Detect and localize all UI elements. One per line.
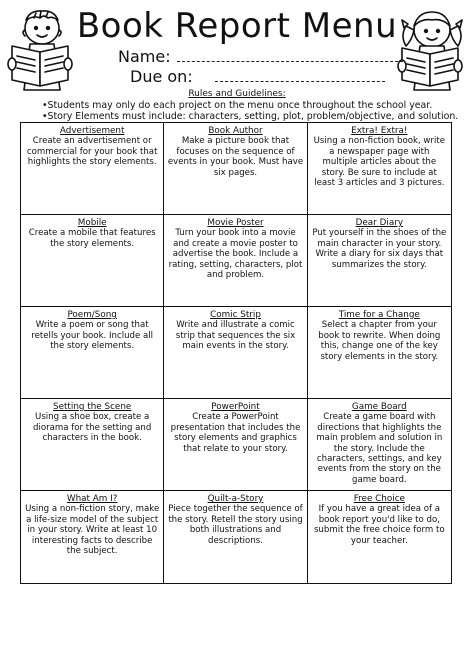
menu-cell-poem-song [21, 307, 164, 399]
menu-cell-description: Write and illustrate a comic strip that sequences the six main events in the story. [175, 320, 296, 352]
menu-cell-title: Book Author [208, 126, 263, 136]
menu-cell-comic-strip [164, 307, 307, 399]
due-blank-line [215, 69, 385, 82]
menu-cell-description: Using a non-fiction story, make a life-size model of the subject in your story. Write at least 10 interesting facts to describe the subject. [25, 504, 160, 557]
rules-heading: Rules and Guidelines: [188, 89, 286, 99]
menu-cell-what-am-i [21, 491, 164, 583]
menu-cell-title: Comic Strip [210, 310, 261, 320]
menu-cell-free-choice [308, 491, 451, 583]
menu-cell-description: Create an advertisement or commercial for your book that highlights the story elements. [26, 136, 158, 168]
due-date-field [130, 68, 385, 86]
menu-cell-description: Select a chapter from your book to rewrite. When doing this, change one of the key story elements in the story. [318, 320, 441, 362]
menu-cell-dear-diary [308, 215, 451, 307]
menu-cell-title: Movie Poster [207, 218, 264, 228]
menu-cell-description: Create a game board with directions that highlights the main problem and solution in the story. Include the characters, settings, and key events from the story on the game board. [316, 412, 443, 485]
menu-cell-title: What Am I? [66, 494, 118, 504]
menu-cell-title: Free Choice [353, 494, 405, 504]
menu-cell-description: If you have a great idea of a book report you'd like to do, submit the free choice form to your teacher. [313, 504, 445, 546]
menu-cell-title: Game Board [351, 402, 407, 412]
menu-cell-description: Turn your book into a movie and create a movie poster to advertise the book. Include a rating, setting, characters, plot and problem. [168, 228, 303, 281]
menu-cell-title: Mobile [77, 218, 107, 228]
menu-cell-powerpoint [164, 399, 307, 491]
menu-cell-description: Write a poem or song that retells your book. Include all the story elements. [31, 320, 154, 352]
menu-cell-title: Quilt-a-Story [207, 494, 264, 504]
rule-line: •Students may only do each project on the menu once throughout the school year. [42, 100, 433, 111]
menu-cell-title: Advertisement [59, 126, 125, 136]
menu-cell-game-board [308, 399, 451, 491]
menu-cell-title: Poem/Song [67, 310, 117, 320]
menu-cell-description: Create a mobile that features the story elements. [28, 228, 156, 249]
name-field [118, 48, 403, 66]
menu-cell-book-author [164, 123, 307, 215]
menu-cell-title: Setting the Scene [52, 402, 132, 412]
name-blank-line [177, 49, 403, 62]
project-menu-grid [20, 122, 452, 584]
name-label: Name: [118, 47, 171, 66]
menu-cell-description: Piece together the sequence of the story. Retell the story using both illustrations and descriptions. [168, 504, 303, 546]
menu-cell-setting-the-scene [21, 399, 164, 491]
menu-cell-description: Make a picture book that focuses on the sequence of events in your book. Must have six pages. [167, 136, 304, 178]
menu-cell-time-for-a-change [308, 307, 451, 399]
menu-cell-quilt-a-story [164, 491, 307, 583]
menu-cell-description: Create a PowerPoint presentation that includes the story elements and graphics that relate to your story. [170, 412, 301, 454]
menu-cell-advertisement [21, 123, 164, 215]
menu-cell-extra-extra [308, 123, 451, 215]
menu-cell-title: PowerPoint [211, 402, 260, 412]
page-title: Book Report Menu [76, 6, 398, 46]
menu-cell-description: Using a non-fiction book, write a newspaper page with multiple articles about the story. Be sure to include at least 3 articles and 3 pictures. [313, 136, 446, 189]
rules-list [42, 100, 462, 122]
rule-line: •Story Elements must include: characters, setting, plot, problem/objective, and solution. [42, 111, 459, 122]
menu-cell-title: Time for a Change [338, 310, 420, 320]
menu-cell-description: Put yourself in the shoes of the main character in your story. Write a diary for six days that summarizes the story. [312, 228, 447, 270]
menu-cell-movie-poster [164, 215, 307, 307]
menu-cell-title: Dear Diary [355, 218, 404, 228]
due-label: Due on: [130, 67, 193, 86]
menu-cell-title: Extra! Extra! [351, 126, 408, 136]
menu-cell-mobile [21, 215, 164, 307]
menu-cell-description: Using a shoe box, create a diorama for the setting and characters in the book. [32, 412, 152, 444]
